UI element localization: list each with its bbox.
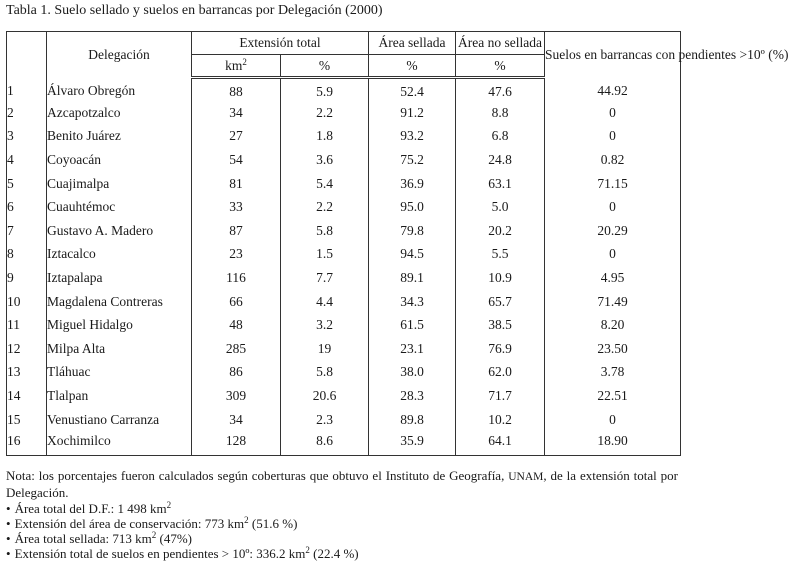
area-sellada-pct: 89.8 <box>369 408 456 432</box>
delegacion-name: Milpa Alta <box>47 337 192 361</box>
extension-pct: 5.8 <box>281 361 369 385</box>
header-delegacion: Delegación <box>47 32 192 78</box>
extension-km2: 33 <box>192 195 281 219</box>
area-sellada-pct: 23.1 <box>369 337 456 361</box>
delegacion-name: Magdalena Contreras <box>47 290 192 314</box>
table-row <box>7 266 681 290</box>
delegacion-name: Tlalpan <box>47 384 192 408</box>
table-row <box>7 337 681 361</box>
extension-km2: 34 <box>192 408 281 432</box>
subheader-pct-no-sellada: % <box>456 55 545 78</box>
area-no-sellada-pct: 5.0 <box>456 195 545 219</box>
note-bullet: • Extensión del área de conservación: 773 $km^2$ (51.6 %) <box>6 516 678 531</box>
area-sellada-pct: 36.9 <box>369 172 456 196</box>
area-sellada-pct: 28.3 <box>369 384 456 408</box>
header-index <box>7 32 47 78</box>
delegacion-name: Iztacalco <box>47 243 192 267</box>
extension-km2: 34 <box>192 101 281 125</box>
delegacion-name: Cuauhtémoc <box>47 195 192 219</box>
area-no-sellada-pct: 62.0 <box>456 361 545 385</box>
notes <box>6 468 678 562</box>
barrancas-pct: 4.95 <box>545 266 681 290</box>
data-table <box>6 31 788 456</box>
extension-pct: 1.8 <box>281 125 369 149</box>
extension-pct: 20.6 <box>281 384 369 408</box>
area-no-sellada-pct: 10.2 <box>456 408 545 432</box>
extension-pct: 2.3 <box>281 408 369 432</box>
area-no-sellada-pct: 6.8 <box>456 125 545 149</box>
table-row <box>7 384 681 408</box>
area-no-sellada-pct: 10.9 <box>456 266 545 290</box>
extension-pct: 5.8 <box>281 219 369 243</box>
table-row <box>7 290 681 314</box>
barrancas-pct: 71.49 <box>545 290 681 314</box>
area-sellada-pct: 93.2 <box>369 125 456 149</box>
row-number: 5 <box>7 172 47 196</box>
area-no-sellada-pct: 71.7 <box>456 384 545 408</box>
subheader-km2: $km^2$ <box>192 55 281 78</box>
extension-km2: 48 <box>192 313 281 337</box>
barrancas-pct: 20.29 <box>545 219 681 243</box>
area-sellada-pct: 95.0 <box>369 195 456 219</box>
area-sellada-pct: 61.5 <box>369 313 456 337</box>
row-number: 13 <box>7 361 47 385</box>
table-row <box>7 101 681 125</box>
extension-km2: 87 <box>192 219 281 243</box>
area-sellada-pct: 34.3 <box>369 290 456 314</box>
extension-pct: 8.6 <box>281 431 369 455</box>
extension-km2: 66 <box>192 290 281 314</box>
table-row <box>7 148 681 172</box>
extension-km2: 128 <box>192 431 281 455</box>
subheader-pct-sellada: % <box>369 55 456 78</box>
row-number: 3 <box>7 125 47 149</box>
row-number: 6 <box>7 195 47 219</box>
extension-pct: 2.2 <box>281 195 369 219</box>
barrancas-pct: 0 <box>545 101 681 125</box>
extension-pct: 2.2 <box>281 101 369 125</box>
row-number: 15 <box>7 408 47 432</box>
barrancas-pct: 0 <box>545 408 681 432</box>
note-bullet: • Área total sellada: 713 $km^2$ (47%) <box>6 531 678 546</box>
delegacion-name: Miguel Hidalgo <box>47 313 192 337</box>
row-number: 12 <box>7 337 47 361</box>
table-row <box>7 313 681 337</box>
table-row <box>7 219 681 243</box>
area-sellada-pct: 52.4 <box>369 78 456 102</box>
barrancas-pct: 0 <box>545 195 681 219</box>
delegacion-name: Tláhuac <box>47 361 192 385</box>
extension-km2: 23 <box>192 243 281 267</box>
extension-pct: 5.4 <box>281 172 369 196</box>
delegacion-name: Azcapotzalco <box>47 101 192 125</box>
area-sellada-pct: 35.9 <box>369 431 456 455</box>
barrancas-pct: 18.90 <box>545 431 681 455</box>
extension-pct: 7.7 <box>281 266 369 290</box>
row-number: 2 <box>7 101 47 125</box>
row-number: 8 <box>7 243 47 267</box>
barrancas-pct: 23.50 <box>545 337 681 361</box>
note-bullet: • Extensión total de suelos en pendientes > 10º: 336.2 $km^2$ (22.4 %) <box>6 546 678 561</box>
extension-km2: 285 <box>192 337 281 361</box>
area-no-sellada-pct: 63.1 <box>456 172 545 196</box>
table-row <box>7 172 681 196</box>
table-row <box>7 125 681 149</box>
extension-km2: 81 <box>192 172 281 196</box>
barrancas-pct: 0.82 <box>545 148 681 172</box>
barrancas-pct: 0 <box>545 243 681 267</box>
area-no-sellada-pct: 47.6 <box>456 78 545 102</box>
table-row <box>7 361 681 385</box>
barrancas-pct: 3.78 <box>545 361 681 385</box>
area-no-sellada-pct: 38.5 <box>456 313 545 337</box>
header-area-sellada: Área sellada <box>369 32 456 55</box>
row-number: 16 <box>7 431 47 455</box>
area-sellada-pct: 94.5 <box>369 243 456 267</box>
note-bullet: • Área total del D.F.: 1 498 $km^2$ <box>6 501 678 516</box>
table-row <box>7 195 681 219</box>
extension-km2: 86 <box>192 361 281 385</box>
extension-pct: 19 <box>281 337 369 361</box>
row-number: 7 <box>7 219 47 243</box>
area-no-sellada-pct: 8.8 <box>456 101 545 125</box>
row-number: 10 <box>7 290 47 314</box>
extension-pct: 1.5 <box>281 243 369 267</box>
extension-km2: 309 <box>192 384 281 408</box>
table-row <box>7 431 681 455</box>
delegacion-name: Venustiano Carranza <box>47 408 192 432</box>
header-extension-total: Extensión total <box>192 32 369 55</box>
table-row <box>7 243 681 267</box>
row-number: 9 <box>7 266 47 290</box>
barrancas-pct: 71.15 <box>545 172 681 196</box>
area-no-sellada-pct: 20.2 <box>456 219 545 243</box>
area-no-sellada-pct: 65.7 <box>456 290 545 314</box>
extension-km2: 54 <box>192 148 281 172</box>
delegacion-name: Iztapalapa <box>47 266 192 290</box>
delegacion-name: Coyoacán <box>47 148 192 172</box>
area-sellada-pct: 75.2 <box>369 148 456 172</box>
extension-pct: 3.2 <box>281 313 369 337</box>
extension-km2: 27 <box>192 125 281 149</box>
delegacion-name: Benito Juárez <box>47 125 192 149</box>
row-number: 1 <box>7 78 47 102</box>
header-area-no-sellada: Área no sellada <box>456 32 545 55</box>
barrancas-pct: 22.51 <box>545 384 681 408</box>
extension-pct: 5.9 <box>281 78 369 102</box>
area-sellada-pct: 79.8 <box>369 219 456 243</box>
barrancas-pct: 0 <box>545 125 681 149</box>
area-no-sellada-pct: 5.5 <box>456 243 545 267</box>
extension-pct: 3.6 <box>281 148 369 172</box>
delegacion-name: Álvaro Obregón <box>47 78 192 102</box>
barrancas-pct: 8.20 <box>545 313 681 337</box>
barrancas-pct: 44.92 <box>545 78 681 102</box>
area-sellada-pct: 91.2 <box>369 101 456 125</box>
header-barrancas: Suelos en barrancas con pendientes >10º (%) <box>545 32 681 78</box>
row-number: 4 <box>7 148 47 172</box>
notes-bullet-list <box>6 501 678 562</box>
extension-km2: 116 <box>192 266 281 290</box>
note-paragraph: Nota: los porcentajes fueron calculados según coberturas que obtuvo el Instituto de Geografía, UNAM, de la extensión total por Delegación. <box>6 468 679 501</box>
area-no-sellada-pct: 64.1 <box>456 431 545 455</box>
row-number: 14 <box>7 384 47 408</box>
extension-pct: 4.4 <box>281 290 369 314</box>
area-no-sellada-pct: 76.9 <box>456 337 545 361</box>
table-row <box>7 78 681 102</box>
area-sellada-pct: 89.1 <box>369 266 456 290</box>
delegacion-name: Gustavo A. Madero <box>47 219 192 243</box>
delegacion-name: Cuajimalpa <box>47 172 192 196</box>
delegacion-name: Xochimilco <box>47 431 192 455</box>
row-number: 11 <box>7 313 47 337</box>
area-sellada-pct: 38.0 <box>369 361 456 385</box>
table-row <box>7 408 681 432</box>
subheader-pct-extension: % <box>281 55 369 78</box>
extension-km2: 88 <box>192 78 281 102</box>
area-no-sellada-pct: 24.8 <box>456 148 545 172</box>
table-title: Tabla 1. Suelo sellado y suelos en barrancas por Delegación (2000) <box>6 3 383 18</box>
